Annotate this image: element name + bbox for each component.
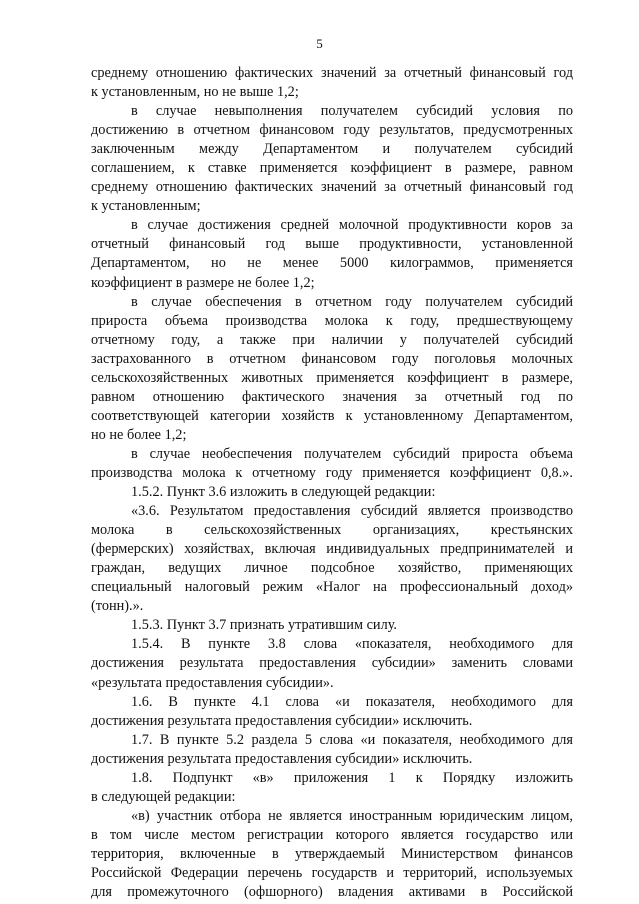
text-line: достижению в отчетном финансовом году результатов, предусмотренных xyxy=(91,122,573,139)
text-line: «в) участник отбора не является иностранным юридическим лицом, xyxy=(131,807,573,824)
text-line: равном отношению фактического значения за отчетный год по xyxy=(91,388,573,405)
text-line: Российской Федерации перечень государств и территорий, используемых xyxy=(91,864,573,881)
text-line: отчетный финансовый год выше продуктивности, установленной xyxy=(91,236,573,253)
text-line: прироста объема производства молока к году, предшествующему xyxy=(91,312,573,329)
text-line: (фермерских) хозяйствах, включая индивидуальных предпринимателей и xyxy=(91,541,573,558)
text-line: 1.7. В пункте 5.2 раздела 5 слова «и показателя, необходимого для xyxy=(131,731,573,748)
text-line: застрахованного в отчетном финансовом году поголовья молочных xyxy=(91,350,573,367)
text-line: коэффициент в размере не более 1,2; xyxy=(91,274,315,291)
text-line: отчетному году, а также при наличии у получателей субсидий xyxy=(91,331,573,348)
text-line: соглашением, к ставке применяется коэффициент в размере, равном xyxy=(91,160,573,177)
text-line: к установленным; xyxy=(91,198,201,215)
text-line: соответствующей категории хозяйств к установленному Департаментом, xyxy=(91,407,573,424)
text-line: Департаментом, но не менее 5000 килограммов, применяется xyxy=(91,255,573,272)
text-line: в том числе местом регистрации которого является государство или xyxy=(91,826,573,843)
text-line: достижения результата предоставления субсидии» исключить. xyxy=(91,750,473,767)
text-line: в случае невыполнения получателем субсидий условия по xyxy=(131,103,573,120)
text-line: молока в сельскохозяйственных организациях, крестьянских xyxy=(91,522,573,539)
text-line: достижения результата предоставления субсидии» исключить. xyxy=(91,712,473,729)
body-text xyxy=(91,64,573,902)
text-line: территория, включенные в утверждаемый Министерством финансов xyxy=(91,845,573,862)
text-line: граждан, ведущих личное подсобное хозяйство, применяющих xyxy=(91,560,573,577)
text-line: для промежуточного (офшорного) владения активами в Российской xyxy=(91,884,573,901)
text-line: заключенным между Департаментом и получателем субсидий xyxy=(91,141,573,158)
text-line: 1.6. В пункте 4.1 слова «и показателя, необходимого для xyxy=(131,693,573,710)
text-line: в случае необеспечения получателем субсидий прироста объема xyxy=(131,445,573,462)
text-line: (тонн).». xyxy=(91,598,144,615)
text-line: среднему отношению фактических значений за отчетный финансовый год xyxy=(91,179,573,196)
text-line: «3.6. Результатом предоставления субсидий является производство xyxy=(131,503,573,520)
text-line: 1.5.2. Пункт 3.6 изложить в следующей редакции: xyxy=(131,484,436,501)
text-line: «результата предоставления субсидии». xyxy=(91,674,334,691)
text-line: но не более 1,2; xyxy=(91,426,187,443)
text-line: 1.5.3. Пункт 3.7 признать утратившим силу. xyxy=(131,617,398,634)
text-line: 1.5.4. В пункте 3.8 слова «показателя, необходимого для xyxy=(131,636,573,653)
text-line: среднему отношению фактических значений за отчетный финансовый год xyxy=(91,65,573,81)
text-line: в случае достижения средней молочной продуктивности коров за xyxy=(131,217,573,234)
text-line: в следующей редакции: xyxy=(91,788,236,805)
text-line: производства молока к отчетному году применяется коэффициент 0,8.». xyxy=(91,464,573,481)
text-line: в случае обеспечения в отчетном году получателем субсидий xyxy=(131,293,573,310)
text-line: специальный налоговый режим «Налог на профессиональный доход» xyxy=(91,579,573,596)
text-line: достижения результата предоставления субсидии» заменить словами xyxy=(91,655,573,672)
text-line: 1.8. Подпункт «в» приложения 1 к Порядку изложить xyxy=(131,769,573,786)
text-line: к установленным, но не выше 1,2; xyxy=(91,84,299,101)
text-line: сельскохозяйственных животных применяется коэффициент в размере, xyxy=(91,369,573,386)
page-number: 5 xyxy=(316,36,323,51)
